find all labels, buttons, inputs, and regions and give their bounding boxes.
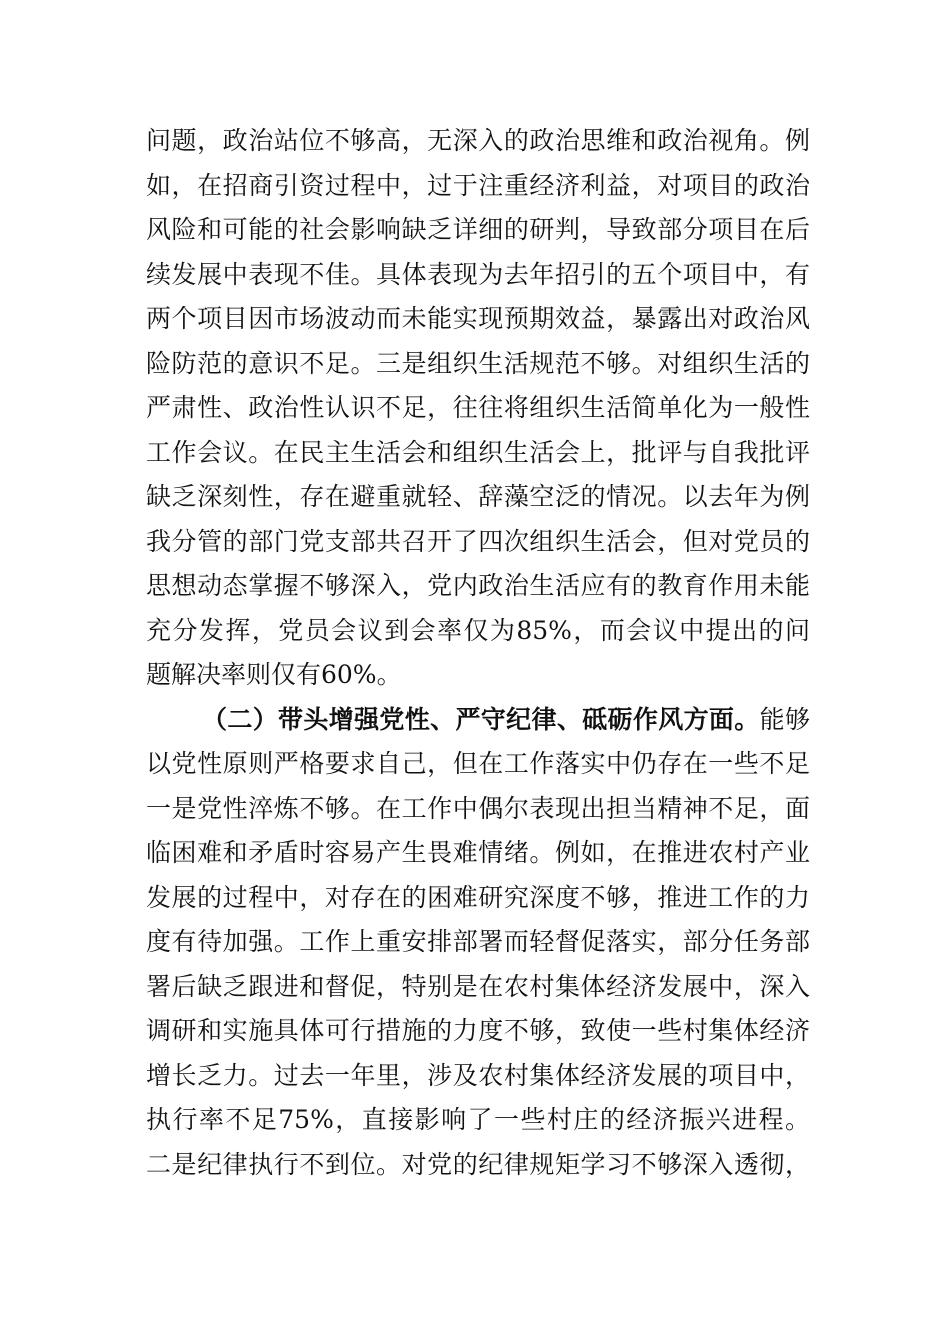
body-text (146, 119, 810, 1187)
text-line: 续发展中表现不佳。具体表现为去年招引的五个项目中，有 (146, 259, 810, 289)
text-line: 两个项目因市场波动而未能实现预期效益，暴露出对政治风 (146, 304, 810, 333)
section-heading: （二）带头增强党性、严守纪律、砥砺作风方面。 (202, 704, 760, 734)
text-line: 二是纪律执行不到位。对党的纪律规矩学习不够深入透彻， (146, 1149, 810, 1179)
text-line: 增长乏力。过去一年里，涉及农村集体经济发展的项目中， (146, 1060, 810, 1090)
text-line: 缺乏深刻性，存在避重就轻、辞藻空泛的情况。以去年为例 (146, 482, 810, 511)
text-line: 调研和实施具体可行措施的力度不够，致使一些村集体经济 (146, 1016, 810, 1045)
text-line: 能够 (759, 704, 810, 734)
text-line: 度有待加强。工作上重安排部署而轻督促落实，部分任务部 (146, 927, 810, 956)
text-line: 执行率不足75%，直接影响了一些村庄的经济振兴进程。 (146, 1105, 810, 1134)
text-line: 一是党性淬炼不够。在工作中偶尔表现出担当精神不足，面 (146, 793, 810, 823)
text-line: 署后缺乏跟进和督促，特别是在农村集体经济发展中，深入 (146, 971, 810, 1001)
text-line: 风险和可能的社会影响缺乏详细的研判，导致部分项目在后 (146, 215, 810, 244)
text-line: 临困难和矛盾时容易产生畏难情绪。例如，在推进农村产业 (146, 838, 810, 867)
text-line: 问题，政治站位不够高，无深入的政治思维和政治视角。例 (146, 126, 810, 155)
text-line: 险防范的意识不足。三是组织生活规范不够。对组织生活的 (146, 348, 810, 378)
text-line: 思想动态掌握不够深入，党内政治生活应有的教育作用未能 (146, 571, 810, 600)
text-line: 严肃性、政治性认识不足，往往将组织生活简单化为一般性 (146, 393, 810, 422)
text-line: 充分发挥，党员会议到会率仅为85%，而会议中提出的问 (146, 615, 810, 645)
text-line: 如，在招商引资过程中，过于注重经济利益，对项目的政治 (146, 170, 810, 200)
text-line: 我分管的部门党支部共召开了四次组织生活会，但对党员的 (146, 526, 810, 556)
text-line: 工作会议。在民主生活会和组织生活会上，批评与自我批评 (146, 437, 810, 467)
text-line: 以党性原则严格要求自己，但在工作落实中仍存在一些不足 (146, 749, 810, 778)
text-line: 发展的过程中，对存在的困难研究深度不够，推进工作的力 (146, 882, 810, 912)
text-line: 题解决率则仅有60%。 (146, 660, 402, 689)
section-heading-line (146, 698, 810, 743)
